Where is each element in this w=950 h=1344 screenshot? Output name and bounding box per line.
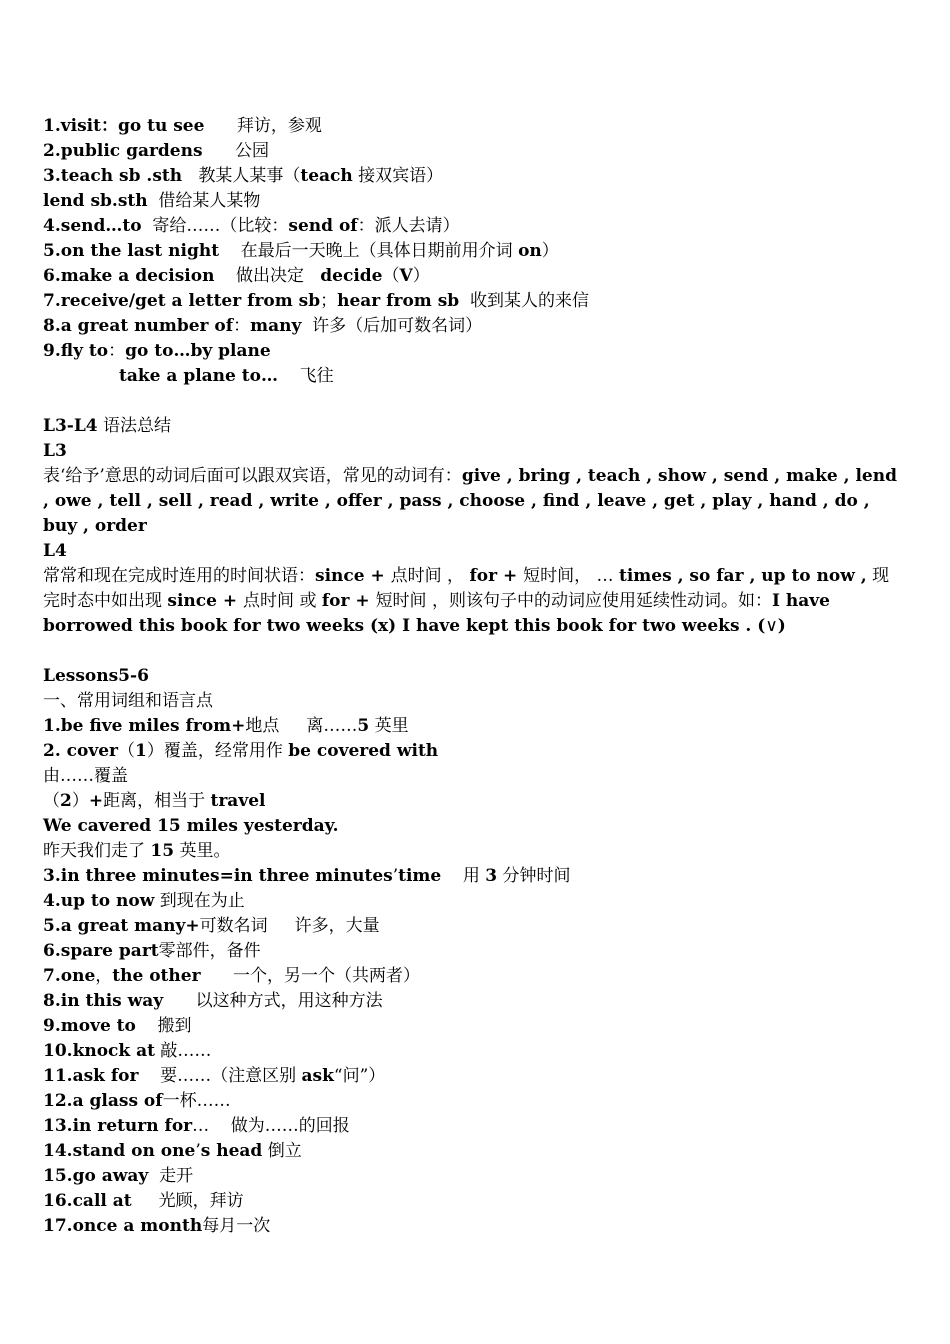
text-run: 飞往 xyxy=(277,366,334,386)
vocab-line xyxy=(43,339,903,364)
text-run: ） xyxy=(71,791,89,811)
text-run: 1.visit：go tu see xyxy=(43,116,205,136)
text-run: travel xyxy=(210,791,266,811)
vocab-line xyxy=(43,864,903,889)
text-run: 英里 xyxy=(369,716,409,736)
text-run: 零部件，备件 xyxy=(158,941,261,961)
text-run: ： xyxy=(108,341,126,361)
lessons-subtitle: 一、常用词组和语言点 xyxy=(43,691,213,711)
text-run: lend sb.sth xyxy=(43,191,148,211)
text-run: 英里。 xyxy=(174,841,231,861)
text-run: 距离，相当于 xyxy=(103,791,211,811)
text-run: 3.teach sb .sth xyxy=(43,166,183,186)
text-run: 搬到 xyxy=(135,1016,192,1036)
vocab-line xyxy=(43,739,903,764)
text-run: 8.in this way xyxy=(43,991,164,1011)
l3-label: L3 xyxy=(43,441,67,461)
vocab-line xyxy=(43,1189,903,1214)
vocab-line xyxy=(43,164,903,189)
text-run: 可数名词 许多，大量 xyxy=(199,916,380,936)
text-run: teach xyxy=(300,166,353,186)
text-run: on xyxy=(518,241,542,261)
vocab-line xyxy=(43,839,903,864)
text-run: + xyxy=(88,791,104,811)
text-run: 10.knock at xyxy=(43,1041,155,1061)
grammar-summary-title: L3-L4 语法总结 xyxy=(43,416,172,436)
text-run: 以这种方式，用这种方法 xyxy=(163,991,383,1011)
text-run: 公园 xyxy=(202,141,269,161)
vocab-line xyxy=(43,1014,903,1039)
text-run: （ xyxy=(43,791,60,811)
text-run: ； xyxy=(320,291,338,311)
text-run: ： xyxy=(233,316,251,336)
vocab-line xyxy=(43,114,903,139)
lessons-title: Lessons5-6 xyxy=(43,666,149,686)
text-run: 到现在为止 xyxy=(154,891,245,911)
text-run: 许多（后加可数名词） xyxy=(301,316,483,336)
vocab-line xyxy=(43,139,903,164)
vocab-line xyxy=(43,814,903,839)
vocab-line xyxy=(43,789,903,814)
text-run: 敲…… xyxy=(154,1041,212,1061)
text-run: 1 xyxy=(135,741,147,761)
vocab-line xyxy=(43,964,903,989)
text-run: 4.send…to xyxy=(43,216,142,236)
vocab-line xyxy=(43,1064,903,1089)
vocab-line xyxy=(43,1164,903,1189)
text-run: We cavered 15 miles yesterday. xyxy=(43,816,339,836)
text-run: 拜访，参观 xyxy=(204,116,322,136)
text-run: ） xyxy=(412,266,430,286)
vocabulary-section-3 xyxy=(43,714,903,1239)
text-run: 11.ask for xyxy=(43,1066,139,1086)
text-run: take a plane to… xyxy=(119,366,278,386)
text-run: 5.on the last night xyxy=(43,241,220,261)
vocab-line xyxy=(43,264,903,289)
text-run: ）覆盖，经常用作 xyxy=(146,741,289,761)
text-run: 3 xyxy=(485,866,498,886)
text-run: 12.a glass of xyxy=(43,1091,163,1111)
text-run: ask xyxy=(301,1066,334,1086)
text-run: ：派人去请） xyxy=(357,216,460,236)
text-run: ’ xyxy=(392,866,399,886)
text-run: … 做为……的回报 xyxy=(192,1116,350,1136)
text-run: 7.one xyxy=(43,966,96,986)
text-run: 分钟时间 xyxy=(497,866,571,886)
vocab-line xyxy=(43,939,903,964)
vocab-line xyxy=(43,1214,903,1239)
l4-paragraph: 常常和现在完成时连用的时间状语：since + 点时间 ， for + 短时间， … times , so far , up to now , 现完时态中如出现 since + 点时间 或 for + 短时间 ，则该句子中的动词应使用延续性动词。如：I have borrowed this book for two weeks (x) I have kept this book for two weeks . (∨) xyxy=(43,566,890,636)
text-run: s head xyxy=(200,1141,263,1161)
text-run: V xyxy=(399,266,413,286)
text-run: 13.in return for xyxy=(43,1116,193,1136)
text-run: 一杯…… xyxy=(162,1091,231,1111)
text-run: 9.move to xyxy=(43,1016,136,1036)
text-run: go to…by plane xyxy=(125,341,271,361)
text-run: 9.fly to xyxy=(43,341,109,361)
text-run: ， xyxy=(95,966,113,986)
text-run: 收到某人的来信 xyxy=(459,291,589,311)
blank-line xyxy=(43,389,903,414)
vocab-line xyxy=(43,1039,903,1064)
vocab-line xyxy=(43,889,903,914)
text-run: 2. cover xyxy=(43,741,119,761)
text-run: 5 xyxy=(357,716,370,736)
vocab-line xyxy=(43,1139,903,1164)
text-run: 8.a great number of xyxy=(43,316,234,336)
text-run: “问”） xyxy=(333,1066,386,1086)
text-run: 1.be five miles from+ xyxy=(43,716,246,736)
vocab-line xyxy=(43,1089,903,1114)
text-run: 借给某人某物 xyxy=(147,191,261,211)
vocab-line xyxy=(43,914,903,939)
text-run: 倒立 xyxy=(262,1141,302,1161)
text-run: many xyxy=(250,316,302,336)
text-run: （ xyxy=(118,741,136,761)
text-run: 光顾，拜访 xyxy=(131,1191,244,1211)
text-run: 2 xyxy=(60,791,72,811)
text-run: 15 xyxy=(150,841,175,861)
text-run: 4.up to now xyxy=(43,891,155,911)
text-run: 7.receive/get a letter from sb xyxy=(43,291,321,311)
text-run: decide xyxy=(320,266,383,286)
text-run: be covered with xyxy=(288,741,439,761)
text-run: ） xyxy=(541,241,559,261)
vocabulary-section-1 xyxy=(43,114,903,364)
text-run: 16.call at xyxy=(43,1191,132,1211)
vocab-line-indented xyxy=(43,364,903,389)
text-run: 走开 xyxy=(148,1166,194,1186)
text-run: 要……（注意区别 xyxy=(138,1066,302,1086)
text-run: 做出决定 xyxy=(214,266,321,286)
text-run: time xyxy=(398,866,442,886)
text-run: 接双宾语） xyxy=(352,166,444,186)
text-run: （ xyxy=(382,266,400,286)
vocab-line xyxy=(43,314,903,339)
l3-paragraph: 表‘给予’意思的动词后面可以跟双宾语，常见的动词有：give , bring , teach , show , send , make , lend , owe , tell , sell , read , write , offer , pass , choose , find , leave , get , play , hand , do , buy , order xyxy=(43,466,897,536)
text-run: 在最后一天晚上（具体日期前用介词 xyxy=(219,241,519,261)
text-run: 14.stand on one xyxy=(43,1141,196,1161)
vocab-line xyxy=(43,989,903,1014)
text-run: 用 xyxy=(441,866,486,886)
text-run: 6.spare part xyxy=(43,941,159,961)
text-run: 15.go away xyxy=(43,1166,149,1186)
text-run: ’ xyxy=(195,1141,201,1161)
text-run: hear from sb xyxy=(337,291,460,311)
text-run: send of xyxy=(288,216,358,236)
text-run: 3.in three minutes=in three minutes xyxy=(43,866,393,886)
text-run: 寄给……（比较： xyxy=(141,216,289,236)
text-run: the other xyxy=(112,966,201,986)
text-run: 地点 离…… xyxy=(245,716,358,736)
blank-line xyxy=(43,639,903,664)
vocab-line xyxy=(43,1114,903,1139)
vocab-line xyxy=(43,764,903,789)
vocab-line xyxy=(43,239,903,264)
l4-label: L4 xyxy=(43,541,67,561)
text-run: 2.public gardens xyxy=(43,141,203,161)
text-run: 6.make a decision xyxy=(43,266,215,286)
text-run: 17.once a month xyxy=(43,1216,203,1236)
vocab-line xyxy=(43,289,903,314)
text-run: 一个，另一个（共两者） xyxy=(200,966,420,986)
text-run: 5.a great many+ xyxy=(43,916,200,936)
vocab-line xyxy=(43,714,903,739)
text-run: 昨天我们走了 xyxy=(43,841,151,861)
text-run: 每月一次 xyxy=(202,1216,271,1236)
text-run: 教某人某事（ xyxy=(182,166,301,186)
vocab-line xyxy=(43,214,903,239)
document-page xyxy=(43,114,903,1239)
vocab-line xyxy=(43,189,903,214)
text-run: 由……覆盖 xyxy=(43,766,128,786)
